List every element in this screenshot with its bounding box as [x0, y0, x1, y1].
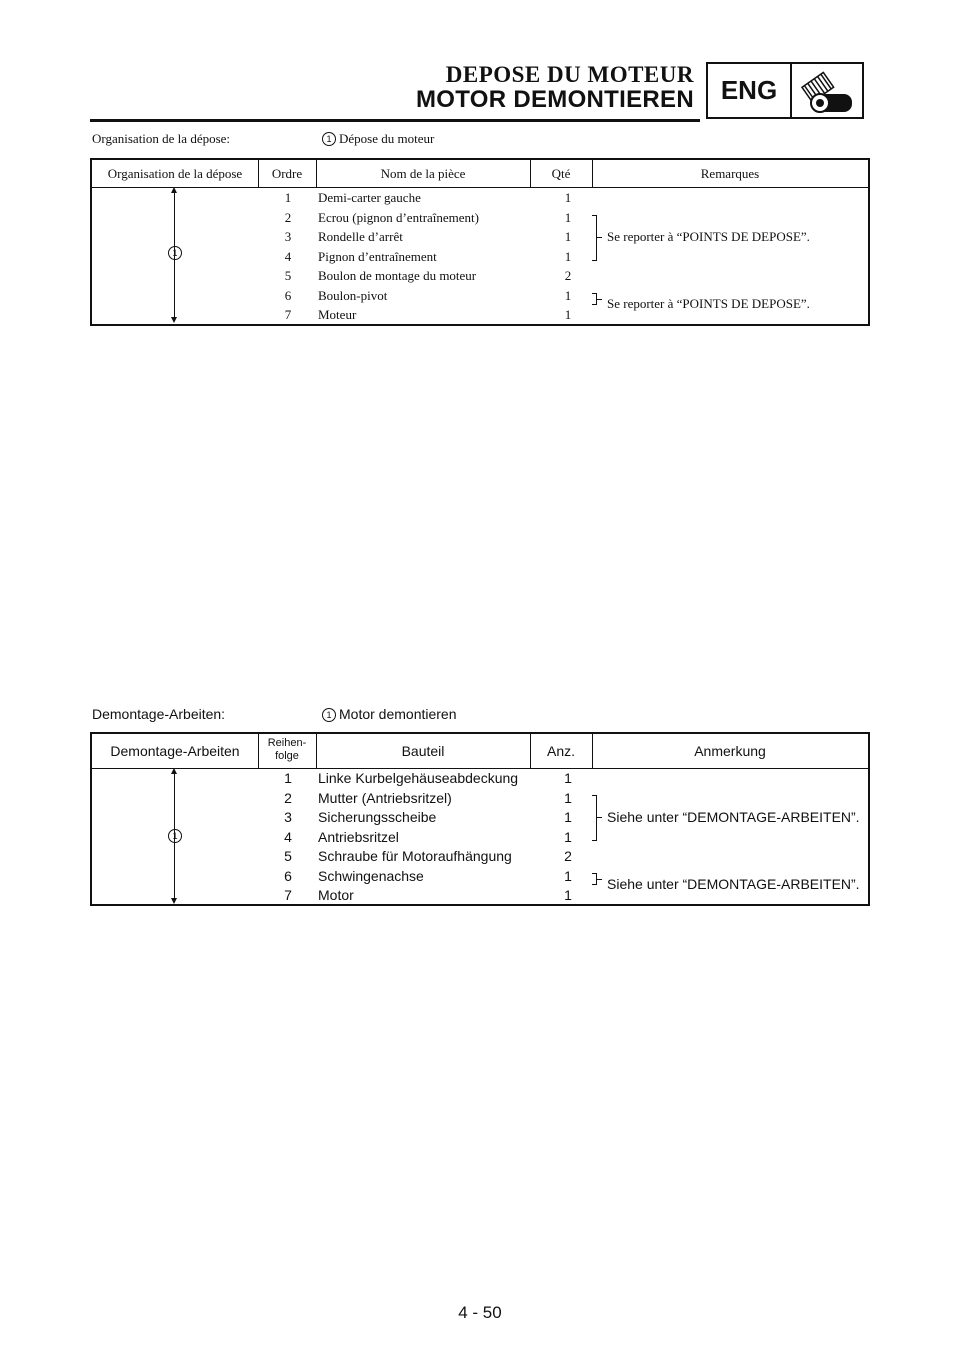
de-header-order-line1: Reihen- — [267, 737, 307, 749]
row-order: 5 — [284, 848, 292, 864]
arrow-down-icon — [171, 898, 177, 904]
row-order: 2 — [284, 790, 292, 806]
de-table-header — [92, 734, 868, 769]
de-header-work: Demontage-Arbeiten — [110, 743, 240, 759]
row-part: Rondelle d’arrêt — [318, 229, 403, 244]
de-header-part: Bauteil — [401, 743, 445, 759]
fr-intro-label: Organisation de la dépose: — [92, 131, 231, 146]
row-part: Motor — [318, 887, 354, 903]
row-order: 3 — [284, 809, 292, 825]
row-qty: 1 — [564, 809, 572, 825]
de-intro-text: Motor demontieren — [339, 706, 457, 722]
row-order: 3 — [284, 229, 292, 244]
fr-removal-table — [90, 158, 870, 326]
page-number: 4 - 50 — [458, 1303, 502, 1322]
row-qty: 1 — [564, 790, 572, 806]
fr-remark-2: Se reporter à “POINTS DE DEPOSE”. — [607, 296, 810, 311]
row-qty: 1 — [564, 770, 572, 786]
de-header-order-line2: folge — [275, 750, 299, 762]
fr-group-number: 1 — [168, 246, 182, 260]
row-part: Demi-carter gauche — [318, 190, 421, 205]
row-qty: 2 — [564, 848, 572, 864]
de-header-order — [258, 734, 316, 768]
fr-header-part: Nom de la pièce — [380, 166, 466, 181]
divider — [316, 734, 317, 768]
row-order: 4 — [284, 249, 292, 264]
section-badge-label: ENG — [708, 64, 792, 117]
row-part: Antriebsritzel — [318, 829, 399, 845]
fr-header-qty: Qté — [551, 166, 571, 181]
remark-tick — [597, 237, 602, 238]
page-title-fr: DEPOSE DU MOTEUR — [445, 62, 694, 87]
row-qty: 1 — [564, 829, 572, 845]
row-part: Linke Kurbelgehäuseabdeckung — [318, 770, 519, 786]
divider — [592, 160, 593, 187]
de-intro-item — [322, 706, 457, 722]
divider — [592, 734, 593, 768]
row-part: Pignon d’entraînement — [318, 249, 437, 264]
de-group-number: 1 — [168, 829, 182, 843]
de-remark-1: Siehe unter “DEMONTAGE-ARBEITEN”. — [607, 809, 860, 825]
section-badge — [706, 62, 864, 119]
row-qty: 1 — [564, 868, 572, 884]
row-order: 2 — [284, 210, 292, 225]
row-qty: 1 — [564, 887, 572, 903]
remark-tick — [597, 817, 602, 818]
de-removal-table — [90, 732, 870, 906]
row-order: 6 — [284, 868, 292, 884]
row-qty: 1 — [564, 307, 572, 322]
row-qty: 1 — [564, 229, 572, 244]
row-qty: 2 — [564, 268, 572, 283]
row-part: Boulon de montage du moteur — [318, 268, 477, 283]
divider — [258, 734, 259, 768]
divider — [316, 160, 317, 187]
remark-tick — [597, 879, 602, 880]
fr-table-header — [92, 160, 868, 188]
row-part: Moteur — [318, 307, 357, 322]
de-header-remarks: Anmerkung — [694, 743, 766, 759]
row-order: 1 — [284, 770, 292, 786]
header-rule — [90, 119, 700, 122]
remark-bracket — [592, 215, 597, 261]
fr-header-work: Organisation de la dépose — [107, 166, 243, 181]
row-qty: 1 — [564, 249, 572, 264]
row-qty: 1 — [564, 210, 572, 225]
fr-header-remarks: Remarques — [700, 166, 760, 181]
page-title-de: MOTOR DEMONTIEREN — [416, 86, 694, 113]
row-qty: 1 — [564, 190, 572, 205]
engine-icon — [792, 66, 862, 116]
de-intro-number: 1 — [322, 708, 336, 722]
row-part: Ecrou (pignon d’entraînement) — [318, 210, 479, 225]
remark-bracket — [592, 795, 597, 841]
fr-header-order: Ordre — [271, 166, 303, 181]
divider — [530, 734, 531, 768]
arrow-down-icon — [171, 317, 177, 323]
de-intro-label: Demontage-Arbeiten: — [92, 706, 226, 722]
fr-intro-number: 1 — [322, 132, 336, 146]
fr-intro-item — [322, 131, 434, 147]
row-order: 1 — [284, 190, 292, 205]
row-part: Mutter (Antriebsritzel) — [318, 790, 452, 806]
row-qty: 1 — [564, 288, 572, 303]
row-order: 7 — [284, 307, 292, 322]
row-part: Boulon-pivot — [318, 288, 388, 303]
de-header-qty: Anz. — [546, 743, 575, 759]
row-order: 5 — [284, 268, 292, 283]
fr-remark-1: Se reporter à “POINTS DE DEPOSE”. — [607, 229, 810, 244]
row-order: 4 — [284, 829, 292, 845]
divider — [530, 160, 531, 187]
row-order: 6 — [284, 288, 292, 303]
row-order: 7 — [284, 887, 292, 903]
divider — [258, 160, 259, 187]
remark-tick — [597, 299, 602, 300]
fr-intro-text: Dépose du moteur — [339, 131, 435, 146]
de-remark-2: Siehe unter “DEMONTAGE-ARBEITEN”. — [607, 876, 860, 892]
row-part: Sicherungsscheibe — [318, 809, 437, 825]
row-part: Schraube für Motoraufhängung — [318, 848, 512, 864]
row-part: Schwingenachse — [318, 868, 424, 884]
